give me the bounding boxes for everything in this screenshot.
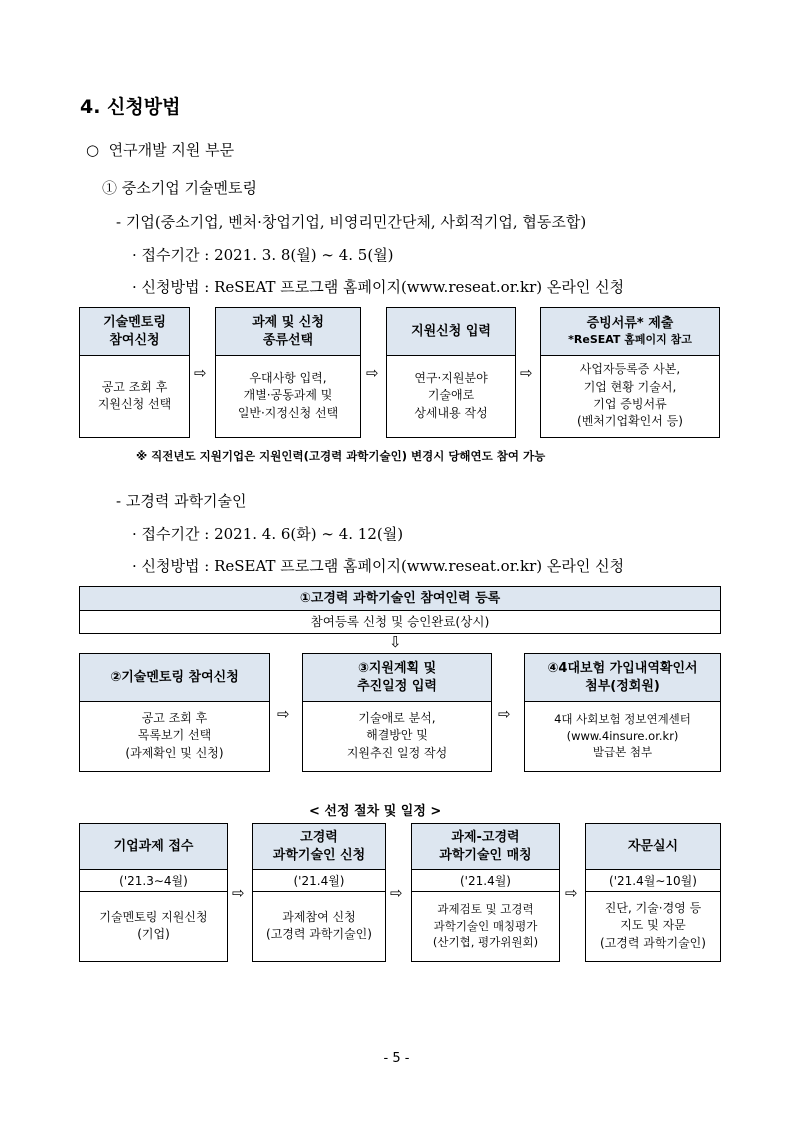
subsection-title-text: 연구개발 지원 부문: [108, 141, 235, 159]
schedule-step1-body: [80, 892, 227, 960]
body-line: 상세내용 작성: [414, 405, 488, 420]
body-line: 과제참여 신청: [282, 909, 356, 924]
body-line: 해결방안 및: [366, 728, 428, 743]
flow2-register-box: [79, 586, 721, 634]
body-line: (고경력 과학기술인): [600, 935, 706, 950]
schedule-step2-body: [253, 892, 385, 960]
section-heading: 4. 신청방법: [80, 96, 181, 118]
head-line: 증빙서류* 제출: [586, 316, 674, 332]
schedule-step3-head: [412, 824, 559, 870]
body-line: (www.4insure.or.kr): [566, 728, 679, 743]
right-arrow-icon: ⇨: [520, 364, 533, 382]
schedule-step2: [252, 823, 386, 962]
body-line: (고경력 과학기술인): [266, 927, 372, 941]
body-line: 기술멘토링 지원신청: [99, 909, 208, 924]
part2-period: · 접수기간 : 2021. 4. 6(화) ∼ 4. 12(월): [132, 525, 404, 543]
part1-number: ①: [102, 179, 118, 197]
body-line: 지원신청 선택: [97, 397, 172, 411]
subsection-title: [86, 139, 234, 160]
right-arrow-icon: ⇨: [366, 364, 379, 382]
body-line: 공고 조회 후: [101, 379, 168, 394]
part2-title: - 고경력 과학기술인: [116, 492, 247, 510]
body-line: (기업): [137, 927, 170, 941]
part1-target: - 기업(중소기업, 벤처·창업기업, 비영리민간단체, 사회적기업, 협동조합): [116, 213, 587, 231]
flow2-register-body: 참여등록 신청 및 승인완료(상시): [310, 613, 490, 629]
body-line: 우대사항 입력,: [249, 370, 327, 385]
body-line: 연구·지원분야: [414, 370, 488, 385]
head-line: 과제-고경력: [451, 829, 520, 845]
head-line: 과학기술인 신청: [272, 847, 366, 863]
schedule-step2-period: ('21.4월): [253, 870, 385, 892]
flow2-step3-body: [303, 702, 491, 770]
flow1-step4-body: [541, 356, 719, 436]
body-line: 사업자등록증 사본,: [579, 362, 681, 377]
body-line: 개별·공동과제 및: [243, 388, 333, 403]
right-arrow-icon: ⇨: [498, 705, 511, 723]
schedule-step3-body: [412, 892, 559, 960]
head-line: ③지원계획 및: [357, 660, 437, 676]
right-arrow-icon: ⇨: [565, 884, 578, 902]
schedule-step3: [411, 823, 560, 962]
flow2-step3-head: [303, 654, 491, 702]
schedule-step3-period: ('21.4월): [412, 870, 559, 892]
flow1-step1: [79, 307, 190, 438]
right-arrow-icon: ⇨: [232, 884, 245, 902]
flow2-step2: [79, 653, 270, 772]
body-line: 기업 증빙서류: [593, 397, 667, 411]
head-line: ④4대보험 가입내역확인서: [547, 660, 698, 676]
head-line: 추진일정 입력: [357, 678, 437, 694]
body-line: (벤처기업확인서 등): [577, 414, 683, 429]
flow1-step4: [540, 307, 720, 438]
flow2-step4: [524, 653, 721, 772]
body-line: (산기협, 평가위원회): [432, 935, 539, 950]
right-arrow-icon: ⇨: [390, 884, 403, 902]
part1-title-text: 중소기업 기술멘토링: [121, 179, 257, 197]
flow1-step3-body: [387, 356, 515, 436]
flow2-step2-body: [80, 702, 269, 770]
body-line: 기업 현황 기술서,: [583, 379, 677, 394]
flow2-register-head: ①고경력 과학기술인 참여인력 등록: [80, 587, 720, 611]
flow1-step1-body: [80, 356, 189, 436]
head-footnote: *ReSEAT 홈페이지 참고: [568, 332, 692, 346]
flow1-step1-head: [80, 308, 189, 356]
body-line: 4대 사회보험 정보연계센터: [554, 711, 691, 726]
body-line: 지원추진 일정 작성: [346, 745, 448, 760]
schedule-step1-head: [80, 824, 227, 870]
schedule-step4: [585, 823, 721, 962]
flow2-step2-head: [80, 654, 269, 702]
flow1-step3: [386, 307, 516, 438]
head-line: 고경력: [300, 829, 338, 845]
schedule-step4-period: ('21.4월∼10월): [586, 870, 720, 892]
head-line: 종류선택: [262, 332, 314, 348]
part1-note: ※ 직전년도 지원기업은 지원인력(고경력 과학기술인) 변경시 당해연도 참여 가능: [136, 449, 546, 463]
head-line: 자문실시: [627, 838, 679, 854]
body-line: (과제확인 및 신청): [125, 745, 224, 760]
flow2-step4-body: [525, 702, 720, 770]
schedule-step4-head: [586, 824, 720, 870]
down-arrow-icon: ⇩: [389, 633, 402, 651]
part1-title: [102, 177, 257, 198]
body-line: 목록보기 선택: [137, 728, 212, 743]
part1-period: · 접수기간 : 2021. 3. 8(월) ∼ 4. 5(월): [132, 246, 394, 264]
circle-bullet: ○: [86, 141, 100, 159]
head-line: 과학기술인 매칭: [439, 847, 532, 863]
flow1-step3-head: [387, 308, 515, 356]
schedule-step2-head: [253, 824, 385, 870]
head-line: ②기술멘토링 참여신청: [110, 669, 239, 685]
head-line: 참여신청: [109, 332, 160, 348]
head-line: 과제 및 신청: [252, 314, 324, 330]
body-line: 기술애로 분석,: [358, 710, 436, 725]
body-line: 발급본 첨부: [592, 745, 653, 760]
schedule-step4-body: [586, 892, 720, 960]
flow1-step2-body: [216, 356, 360, 436]
body-line: 일반·지정신청 선택: [237, 405, 339, 420]
part2-method: · 신청방법 : ReSEAT 프로그램 홈페이지(www.reseat.or.kr) 온라인 신청: [132, 557, 625, 575]
head-line: 기업과제 접수: [113, 838, 194, 854]
schedule-step1: [79, 823, 228, 962]
schedule-step1-period: ('21.3∼4월): [80, 870, 227, 892]
right-arrow-icon: ⇨: [277, 705, 290, 723]
head-line: 첨부(정회원): [585, 678, 660, 694]
body-line: 공고 조회 후: [141, 710, 208, 725]
body-line: 과제검토 및 고경력: [437, 901, 534, 916]
page-number: - 5 -: [383, 1051, 410, 1066]
head-line: 지원신청 입력: [411, 323, 491, 339]
flow1-step2-head: [216, 308, 360, 356]
body-line: 지도 및 자문: [620, 918, 686, 933]
head-line: 기술멘토링: [103, 314, 166, 330]
body-line: 진단, 기술·경영 등: [604, 900, 702, 915]
flow1-step2: [215, 307, 361, 438]
flow2-step4-head: [525, 654, 720, 702]
flow1-step4-head: [541, 308, 719, 356]
part1-method: · 신청방법 : ReSEAT 프로그램 홈페이지(www.reseat.or.kr) 온라인 신청: [132, 278, 625, 296]
schedule-title: < 선정 절차 및 일정 >: [309, 804, 442, 819]
right-arrow-icon: ⇨: [194, 364, 207, 382]
flow2-step3: [302, 653, 492, 772]
body-line: 과학기술인 매칭평가: [433, 918, 538, 933]
body-line: 기술애로: [427, 388, 475, 403]
